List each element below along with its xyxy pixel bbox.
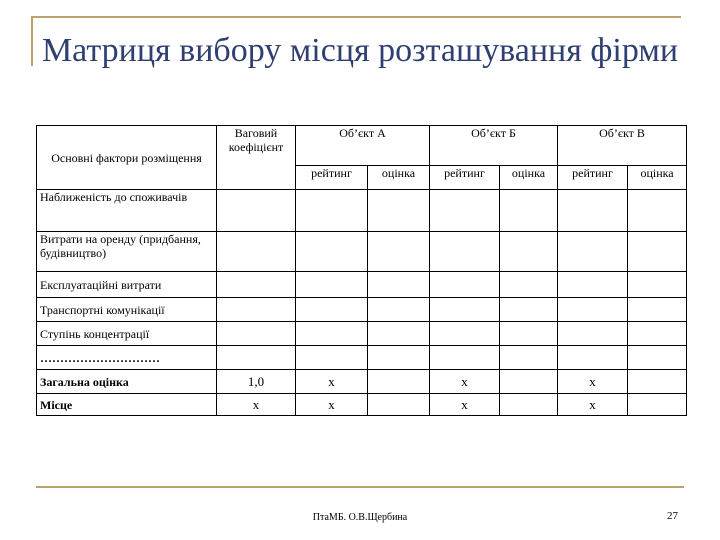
table-row xyxy=(37,190,687,232)
table-row xyxy=(37,298,687,322)
footer-divider xyxy=(36,486,684,488)
decorative-top-line xyxy=(31,16,681,18)
row-label: Наближеність до споживачів xyxy=(37,190,217,232)
footer-author: ПтаМБ. О.В.Щербина xyxy=(312,512,408,523)
row-label: Витрати на оренду (придбання, будівництво) xyxy=(37,232,217,272)
place-row xyxy=(37,394,687,416)
header-rating-a: рейтинг xyxy=(296,166,368,190)
header-object-b: Об’єкт Б xyxy=(430,126,558,166)
header-object-c: Об’єкт В xyxy=(558,126,687,166)
place-c-rating: х xyxy=(558,394,628,416)
header-score-c: оцінка xyxy=(628,166,687,190)
header-rating-b: рейтинг xyxy=(430,166,500,190)
header-weight: Ваговий коефіцієнт xyxy=(217,126,296,190)
header-row-1 xyxy=(37,126,687,166)
decorative-vertical-line xyxy=(31,16,33,66)
header-factors: Основні фактори розміщення xyxy=(37,126,217,190)
place-b-rating: х xyxy=(430,394,500,416)
total-a-rating: х xyxy=(296,370,368,394)
header-score-b: оцінка xyxy=(500,166,558,190)
place-label: Місце xyxy=(37,394,217,416)
page-number: 27 xyxy=(667,510,678,522)
total-weight: 1,0 xyxy=(217,370,296,394)
row-label: Транспортні комунікації xyxy=(37,298,217,322)
table-row xyxy=(37,272,687,298)
place-a-rating: х xyxy=(296,394,368,416)
table-row xyxy=(37,322,687,346)
total-b-rating: х xyxy=(430,370,500,394)
table-row xyxy=(37,346,687,370)
total-c-rating: х xyxy=(558,370,628,394)
total-row xyxy=(37,370,687,394)
header-rating-c: рейтинг xyxy=(558,166,628,190)
location-matrix-table xyxy=(36,125,687,416)
place-weight: х xyxy=(217,394,296,416)
row-label: Експлуатаційні витрати xyxy=(37,272,217,298)
row-label: ………………………… xyxy=(37,346,217,370)
table-row xyxy=(37,232,687,272)
row-label: Ступінь концентрації xyxy=(37,322,217,346)
slide-title: Матриця вибору місця розташування фірми xyxy=(41,32,679,69)
header-object-a: Об’єкт А xyxy=(296,126,430,166)
total-label: Загальна оцінка xyxy=(37,370,217,394)
header-score-a: оцінка xyxy=(368,166,430,190)
